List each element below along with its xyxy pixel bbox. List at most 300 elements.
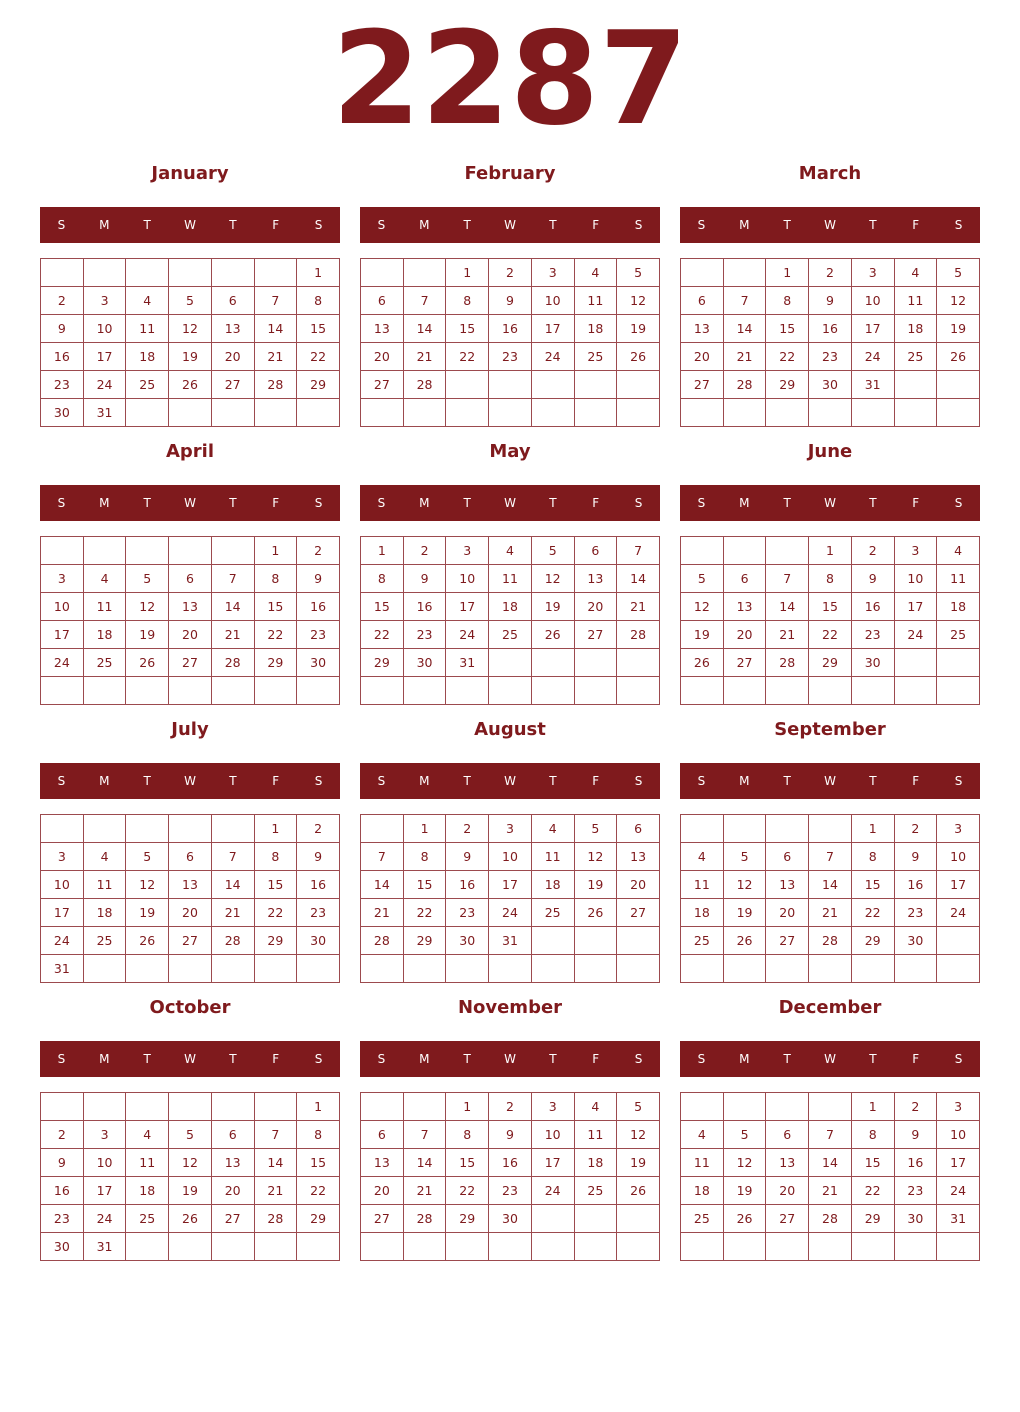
empty-cell — [297, 399, 340, 427]
empty-cell — [766, 815, 809, 843]
weekday-header — [360, 1041, 660, 1077]
day-cell: 10 — [41, 871, 84, 899]
day-cell: 26 — [126, 649, 169, 677]
weekday-label: T — [229, 1052, 237, 1066]
week-row — [41, 343, 340, 371]
day-cell: 23 — [297, 899, 340, 927]
day-cell: 14 — [766, 593, 809, 621]
day-cell: 18 — [574, 315, 617, 343]
day-cell: 19 — [574, 871, 617, 899]
day-cell: 24 — [851, 343, 894, 371]
day-cell: 2 — [41, 287, 84, 315]
day-cell: 1 — [809, 537, 852, 565]
day-cell: 20 — [617, 871, 660, 899]
week-row — [361, 927, 660, 955]
day-grid — [40, 258, 340, 427]
day-cell: 3 — [83, 287, 126, 315]
day-cell: 28 — [723, 371, 766, 399]
weekday-label: T — [463, 774, 471, 788]
weekday-label: T — [143, 1052, 151, 1066]
week-row — [41, 371, 340, 399]
week-row — [41, 927, 340, 955]
day-cell: 1 — [361, 537, 404, 565]
week-row — [41, 593, 340, 621]
day-cell: 19 — [723, 899, 766, 927]
empty-cell — [83, 1093, 126, 1121]
day-grid — [40, 814, 340, 983]
weekday-label: W — [504, 496, 516, 510]
year-title: 2287 — [331, 5, 689, 154]
week-row — [41, 955, 340, 983]
week-row — [681, 843, 980, 871]
day-cell: 9 — [809, 287, 852, 315]
day-cell: 3 — [937, 815, 980, 843]
day-cell: 30 — [403, 649, 446, 677]
empty-cell — [41, 259, 84, 287]
day-cell: 22 — [254, 899, 297, 927]
weekday-label: S — [57, 774, 66, 788]
empty-cell — [41, 815, 84, 843]
empty-cell — [83, 677, 126, 705]
day-cell: 26 — [169, 1205, 212, 1233]
weekday-label: S — [314, 1052, 323, 1066]
day-cell: 5 — [169, 1121, 212, 1149]
weekday-label: M — [99, 218, 110, 232]
weekday-header — [680, 1041, 980, 1077]
empty-cell — [937, 649, 980, 677]
empty-cell — [894, 677, 937, 705]
day-cell: 20 — [169, 899, 212, 927]
day-cell: 24 — [489, 899, 532, 927]
weekday-label: M — [419, 218, 430, 232]
day-cell: 1 — [446, 1093, 489, 1121]
weekday-label: M — [739, 774, 750, 788]
day-cell: 22 — [851, 1177, 894, 1205]
day-cell: 12 — [169, 315, 212, 343]
day-cell: 23 — [403, 621, 446, 649]
day-cell: 14 — [617, 565, 660, 593]
day-cell: 6 — [169, 843, 212, 871]
day-cell: 19 — [681, 621, 724, 649]
week-row — [681, 899, 980, 927]
month-name: December — [778, 997, 882, 1018]
weekday-label: M — [739, 1052, 750, 1066]
empty-cell — [169, 399, 212, 427]
day-cell: 21 — [617, 593, 660, 621]
day-cell: 25 — [531, 899, 574, 927]
day-cell: 1 — [851, 815, 894, 843]
empty-cell — [766, 1233, 809, 1261]
empty-cell — [403, 1093, 446, 1121]
day-cell: 7 — [254, 1121, 297, 1149]
day-cell: 5 — [574, 815, 617, 843]
weekday-label: S — [377, 218, 386, 232]
day-cell: 15 — [254, 593, 297, 621]
day-cell: 8 — [361, 565, 404, 593]
day-cell: 25 — [126, 371, 169, 399]
day-cell: 16 — [894, 871, 937, 899]
day-cell: 29 — [361, 649, 404, 677]
empty-cell — [723, 955, 766, 983]
day-cell: 25 — [83, 927, 126, 955]
day-cell: 3 — [41, 843, 84, 871]
day-cell: 14 — [809, 1149, 852, 1177]
day-cell: 12 — [574, 843, 617, 871]
empty-cell — [254, 399, 297, 427]
day-cell: 28 — [809, 1205, 852, 1233]
empty-cell — [937, 927, 980, 955]
day-cell: 19 — [126, 899, 169, 927]
day-cell: 8 — [446, 287, 489, 315]
day-cell: 11 — [681, 871, 724, 899]
day-cell: 8 — [809, 565, 852, 593]
weekday-header — [680, 763, 980, 799]
day-cell: 23 — [894, 899, 937, 927]
month-name: June — [807, 441, 853, 462]
day-cell: 24 — [937, 1177, 980, 1205]
day-cell: 5 — [617, 259, 660, 287]
day-cell: 19 — [723, 1177, 766, 1205]
day-cell: 16 — [403, 593, 446, 621]
day-cell: 5 — [126, 565, 169, 593]
day-cell: 21 — [766, 621, 809, 649]
empty-cell — [574, 399, 617, 427]
day-cell: 11 — [894, 287, 937, 315]
day-cell: 19 — [617, 315, 660, 343]
empty-cell — [766, 1093, 809, 1121]
day-cell: 2 — [894, 1093, 937, 1121]
month-name: February — [464, 163, 556, 184]
day-cell: 25 — [574, 1177, 617, 1205]
day-cell: 27 — [211, 1205, 254, 1233]
week-row — [41, 537, 340, 565]
day-cell: 8 — [446, 1121, 489, 1149]
week-row — [681, 1093, 980, 1121]
month-name: November — [457, 997, 563, 1018]
day-cell: 18 — [681, 899, 724, 927]
week-row — [681, 1205, 980, 1233]
empty-cell — [894, 649, 937, 677]
day-cell: 27 — [169, 649, 212, 677]
week-row — [361, 315, 660, 343]
week-row — [681, 315, 980, 343]
day-cell: 10 — [937, 843, 980, 871]
day-cell: 7 — [403, 1121, 446, 1149]
weekday-header — [360, 485, 660, 521]
week-row — [361, 537, 660, 565]
day-cell: 16 — [41, 343, 84, 371]
day-cell: 24 — [894, 621, 937, 649]
day-cell: 27 — [361, 1205, 404, 1233]
weekday-label: M — [419, 496, 430, 510]
day-cell: 1 — [297, 1093, 340, 1121]
day-cell: 26 — [126, 927, 169, 955]
empty-cell — [723, 537, 766, 565]
weekday-label: T — [143, 218, 151, 232]
empty-cell — [894, 1233, 937, 1261]
weekday-label: M — [739, 218, 750, 232]
empty-cell — [254, 259, 297, 287]
week-row — [361, 843, 660, 871]
week-row — [41, 565, 340, 593]
weekday-label: T — [549, 1052, 557, 1066]
week-row — [41, 871, 340, 899]
weekday-header — [680, 207, 980, 243]
week-row — [41, 649, 340, 677]
week-row — [41, 1121, 340, 1149]
day-cell: 2 — [894, 815, 937, 843]
day-cell: 30 — [446, 927, 489, 955]
weekday-label: W — [824, 1052, 836, 1066]
week-row — [41, 899, 340, 927]
day-cell: 1 — [403, 815, 446, 843]
empty-cell — [361, 677, 404, 705]
day-cell: 17 — [851, 315, 894, 343]
empty-cell — [489, 1233, 532, 1261]
week-row — [681, 371, 980, 399]
day-cell: 11 — [574, 287, 617, 315]
day-cell: 18 — [83, 899, 126, 927]
empty-cell — [766, 537, 809, 565]
day-cell: 12 — [126, 871, 169, 899]
weekday-label: W — [184, 774, 196, 788]
weekday-label: W — [504, 218, 516, 232]
day-cell: 6 — [361, 1121, 404, 1149]
empty-cell — [41, 677, 84, 705]
day-cell: 29 — [254, 927, 297, 955]
empty-cell — [574, 1205, 617, 1233]
day-cell: 14 — [809, 871, 852, 899]
weekday-label: T — [463, 218, 471, 232]
day-cell: 20 — [766, 899, 809, 927]
empty-cell — [617, 677, 660, 705]
day-cell: 29 — [403, 927, 446, 955]
empty-cell — [126, 815, 169, 843]
week-row — [681, 621, 980, 649]
empty-cell — [617, 1205, 660, 1233]
weekday-label: W — [184, 218, 196, 232]
empty-cell — [531, 927, 574, 955]
empty-cell — [574, 649, 617, 677]
empty-cell — [489, 371, 532, 399]
empty-cell — [126, 1233, 169, 1261]
day-cell: 30 — [809, 371, 852, 399]
day-cell: 18 — [937, 593, 980, 621]
weekday-label: T — [869, 218, 877, 232]
day-cell: 28 — [361, 927, 404, 955]
empty-cell — [361, 259, 404, 287]
day-grid — [40, 1092, 340, 1261]
day-grid — [360, 814, 660, 983]
empty-cell — [851, 955, 894, 983]
empty-cell — [403, 955, 446, 983]
day-cell: 15 — [254, 871, 297, 899]
weekday-label: S — [954, 1052, 963, 1066]
week-row — [361, 1205, 660, 1233]
day-cell: 16 — [297, 871, 340, 899]
week-row — [361, 1149, 660, 1177]
day-cell: 30 — [894, 1205, 937, 1233]
day-cell: 21 — [403, 343, 446, 371]
day-cell: 8 — [403, 843, 446, 871]
day-cell: 31 — [446, 649, 489, 677]
day-cell: 13 — [681, 315, 724, 343]
week-row — [681, 955, 980, 983]
day-cell: 6 — [617, 815, 660, 843]
day-cell: 25 — [489, 621, 532, 649]
empty-cell — [681, 815, 724, 843]
day-cell: 10 — [851, 287, 894, 315]
day-cell: 15 — [446, 1149, 489, 1177]
weekday-label: T — [783, 1052, 791, 1066]
empty-cell — [723, 677, 766, 705]
day-cell: 3 — [531, 1093, 574, 1121]
day-cell: 6 — [361, 287, 404, 315]
day-cell: 17 — [83, 1177, 126, 1205]
day-cell: 20 — [574, 593, 617, 621]
day-cell: 24 — [937, 899, 980, 927]
day-cell: 31 — [83, 1233, 126, 1261]
day-cell: 7 — [211, 843, 254, 871]
day-cell: 16 — [41, 1177, 84, 1205]
day-cell: 7 — [766, 565, 809, 593]
empty-cell — [126, 259, 169, 287]
day-cell: 10 — [489, 843, 532, 871]
day-cell: 1 — [851, 1093, 894, 1121]
day-cell: 4 — [126, 1121, 169, 1149]
day-cell: 27 — [361, 371, 404, 399]
empty-cell — [766, 955, 809, 983]
weekday-label: W — [184, 1052, 196, 1066]
day-cell: 8 — [297, 1121, 340, 1149]
week-row — [361, 677, 660, 705]
day-cell: 6 — [723, 565, 766, 593]
day-cell: 27 — [617, 899, 660, 927]
day-cell: 20 — [766, 1177, 809, 1205]
weekday-label: T — [549, 218, 557, 232]
day-cell: 12 — [681, 593, 724, 621]
empty-cell — [531, 399, 574, 427]
weekday-label: S — [697, 1052, 706, 1066]
empty-cell — [809, 677, 852, 705]
day-cell: 29 — [851, 927, 894, 955]
day-cell: 13 — [361, 315, 404, 343]
day-cell: 13 — [574, 565, 617, 593]
day-cell: 9 — [41, 1149, 84, 1177]
empty-cell — [83, 955, 126, 983]
empty-cell — [894, 399, 937, 427]
empty-cell — [361, 1233, 404, 1261]
day-cell: 19 — [937, 315, 980, 343]
weekday-label: M — [419, 774, 430, 788]
day-cell: 19 — [169, 343, 212, 371]
day-cell: 26 — [169, 371, 212, 399]
day-cell: 5 — [169, 287, 212, 315]
day-grid — [680, 536, 980, 705]
weekday-label: T — [229, 496, 237, 510]
week-row — [41, 287, 340, 315]
month-name: April — [165, 441, 215, 462]
day-cell: 27 — [681, 371, 724, 399]
empty-cell — [169, 1233, 212, 1261]
weekday-label: W — [504, 774, 516, 788]
empty-cell — [681, 955, 724, 983]
day-cell: 22 — [766, 343, 809, 371]
day-cell: 28 — [254, 1205, 297, 1233]
day-cell: 1 — [254, 537, 297, 565]
day-cell: 23 — [809, 343, 852, 371]
empty-cell — [617, 371, 660, 399]
day-cell: 31 — [83, 399, 126, 427]
day-cell: 2 — [403, 537, 446, 565]
day-cell: 13 — [169, 593, 212, 621]
day-cell: 31 — [937, 1205, 980, 1233]
day-cell: 28 — [403, 371, 446, 399]
day-cell: 7 — [254, 287, 297, 315]
weekday-label: T — [869, 1052, 877, 1066]
day-cell: 22 — [809, 621, 852, 649]
day-cell: 26 — [617, 343, 660, 371]
weekday-header — [40, 1041, 340, 1077]
week-row — [41, 259, 340, 287]
day-cell: 8 — [254, 565, 297, 593]
day-cell: 15 — [851, 1149, 894, 1177]
weekday-header — [360, 207, 660, 243]
weekday-label: T — [143, 774, 151, 788]
empty-cell — [531, 955, 574, 983]
day-cell: 9 — [894, 1121, 937, 1149]
day-cell: 26 — [681, 649, 724, 677]
week-row — [681, 871, 980, 899]
day-cell: 1 — [254, 815, 297, 843]
day-cell: 7 — [809, 843, 852, 871]
week-row — [41, 1177, 340, 1205]
weekday-label: F — [592, 1052, 600, 1066]
weekday-label: S — [314, 496, 323, 510]
empty-cell — [403, 1233, 446, 1261]
empty-cell — [446, 371, 489, 399]
day-cell: 21 — [254, 343, 297, 371]
weekday-label: M — [99, 496, 110, 510]
day-cell: 18 — [894, 315, 937, 343]
day-cell: 23 — [489, 1177, 532, 1205]
day-cell: 7 — [617, 537, 660, 565]
day-cell: 9 — [41, 315, 84, 343]
weekday-label: W — [184, 496, 196, 510]
day-cell: 3 — [489, 815, 532, 843]
weekday-label: F — [592, 774, 600, 788]
empty-cell — [254, 1093, 297, 1121]
empty-cell — [211, 1233, 254, 1261]
day-cell: 27 — [574, 621, 617, 649]
day-cell: 30 — [41, 1233, 84, 1261]
week-row — [681, 1121, 980, 1149]
week-row — [41, 1233, 340, 1261]
day-cell: 10 — [531, 287, 574, 315]
week-row — [681, 259, 980, 287]
empty-cell — [531, 677, 574, 705]
weekday-label: S — [377, 1052, 386, 1066]
empty-cell — [723, 1233, 766, 1261]
weekday-label: S — [954, 218, 963, 232]
day-cell: 24 — [531, 1177, 574, 1205]
day-cell: 22 — [446, 1177, 489, 1205]
day-cell: 27 — [723, 649, 766, 677]
day-cell: 25 — [681, 927, 724, 955]
empty-cell — [41, 1093, 84, 1121]
empty-cell — [851, 399, 894, 427]
empty-cell — [851, 1233, 894, 1261]
